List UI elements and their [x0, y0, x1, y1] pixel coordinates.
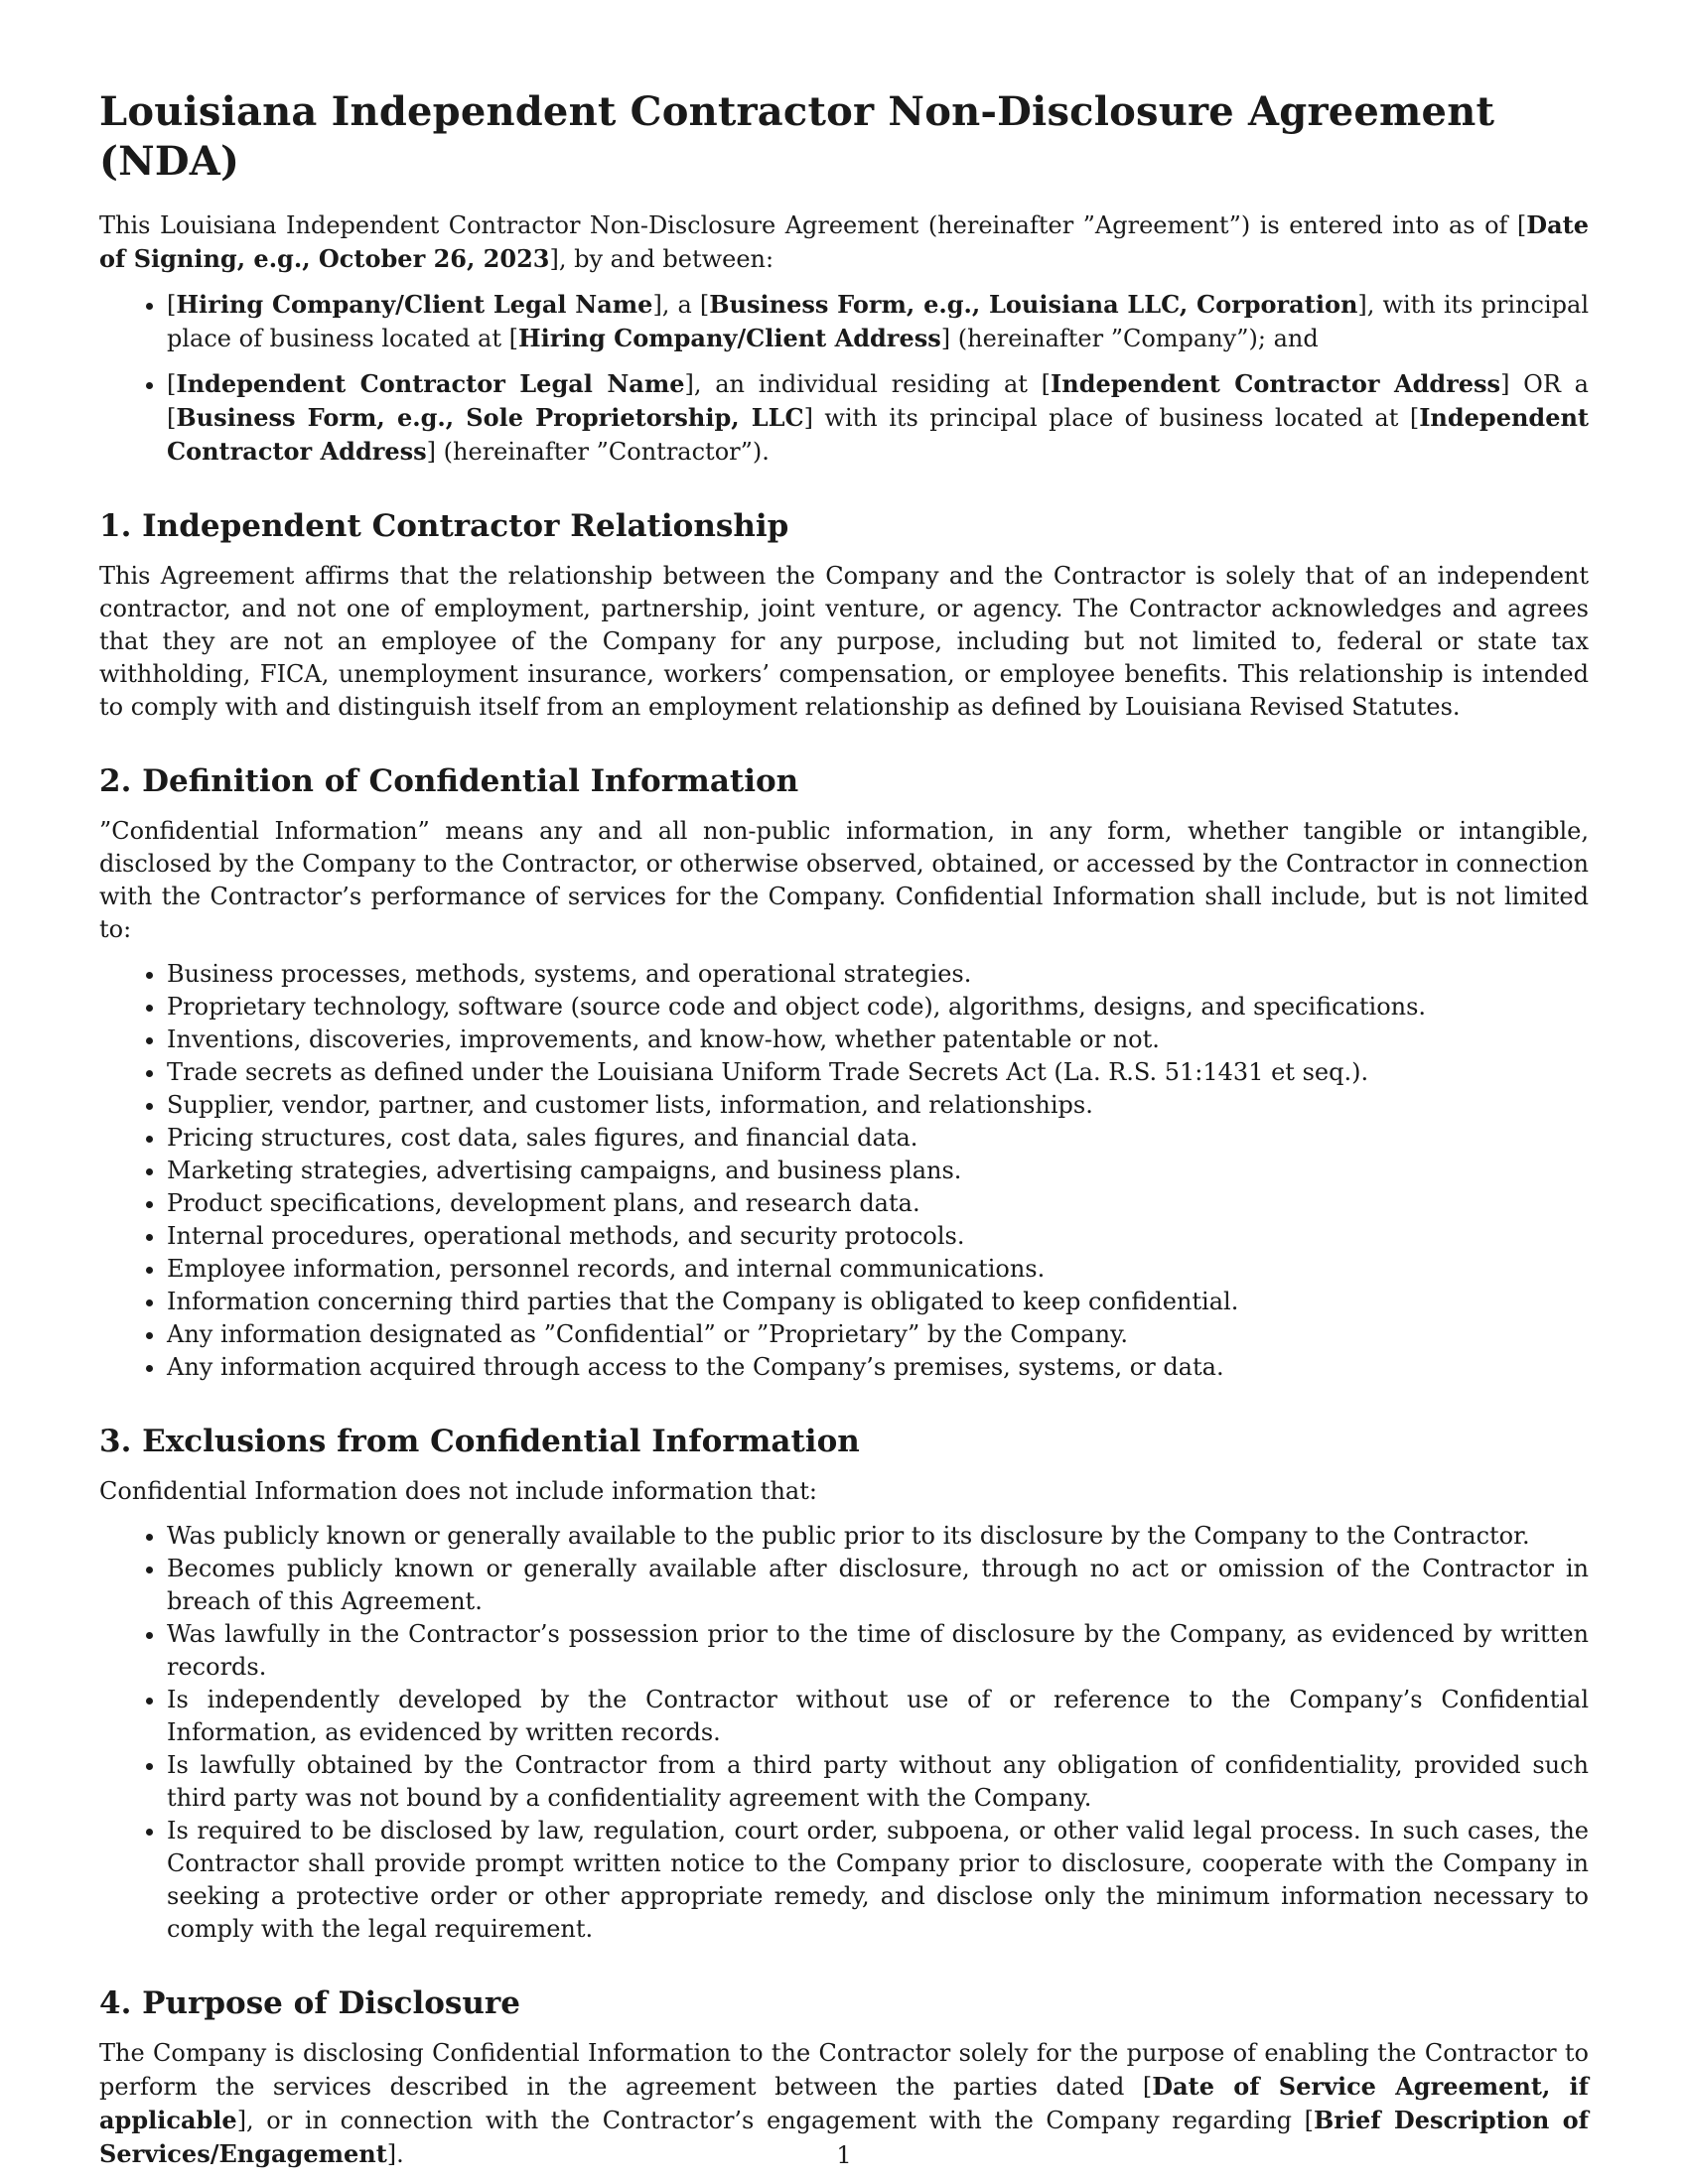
section-4-text: ]. — [386, 2140, 404, 2168]
section-2-heading: 2. Definition of Confidential Information — [99, 763, 799, 799]
list-item: • Trade secrets as defined under the Louisiana Uniform Trade Secrets Act (La. R.S. 51:1431 et seq.). — [167, 1056, 1589, 1089]
parties-list — [99, 288, 1589, 469]
list-item: • Is required to be disclosed by law, regulation, court order, subpoena, or other valid legal process. In such cases, the Contractor shall provide prompt written notice to the Company prior to disclosure, cooperate with the Company in seeking a protective order or other appropriate remedy, and disclose only the minimum information necessary to comply with the legal requirement. — [167, 1815, 1589, 1946]
confidential-info-list — [99, 958, 1589, 1384]
contractor-address-placeholder-2: Independent Contractor Address — [167, 403, 1590, 466]
list-item: • Marketing strategies, advertising campaigns, and business plans. — [167, 1155, 1589, 1187]
signing-date-placeholder: Date of Signing, e.g., October 26, 2023 — [99, 210, 1589, 273]
company-address-placeholder: Hiring Company/Client Address — [517, 324, 941, 352]
section-1-heading: 1. Independent Contractor Relationship — [99, 508, 789, 544]
list-item: • Proprietary technology, software (source code and object code), algorithms, designs, and specifications. — [167, 991, 1589, 1024]
party-text: [ — [167, 370, 177, 398]
list-item: • Is independently developed by the Contractor without use of or reference to the Company’s Confidential Information, as evidenced by written records. — [167, 1684, 1589, 1749]
intro-text-2: ], by and between: — [549, 245, 774, 273]
list-item: • Internal procedures, operational methods, and security protocols. — [167, 1220, 1589, 1253]
party-company — [167, 288, 1589, 355]
list-item: • Business processes, methods, systems, and operational strategies. — [167, 958, 1589, 991]
services-description-placeholder: Brief Description of Services/Engagement — [99, 2106, 1589, 2168]
list-item: • Product specifications, development plans, and research data. — [167, 1187, 1589, 1220]
exclusions-list — [99, 1520, 1589, 1946]
service-date-placeholder: Date of Service Agreement, if applicable — [99, 2072, 1589, 2134]
section-1-body: This Agreement affirms that the relationship between the Company and the Contractor is solely that of an independent contractor, and not one of employment, partnership, joint venture, or agency. The Contractor acknowledges and agrees that they are not an employee of the Company for any purpose, including but not limited to, federal or state tax withholding, FICA, unemployment insurance, workers’ compensation, or employee benefits. This relationship is intended to comply with and distinguish itself from an employment relationship as defined by Louisiana Revised Statutes. — [99, 562, 1589, 721]
list-item: • Any information acquired through access to the Company’s premises, systems, or data. — [167, 1351, 1589, 1384]
party-text: ] (hereinafter ”Contractor”). — [426, 438, 770, 466]
party-text: ], a [ — [652, 291, 710, 319]
company-name-placeholder: Hiring Company/Client Legal Name — [176, 290, 653, 319]
party-text: [ — [167, 291, 177, 319]
party-text: ], with its principal place of business located at [ — [167, 291, 1589, 352]
intro-text-1: This Louisiana Independent Contractor Non-Disclosure Agreement (hereinafter ”Agreement”) is entered into as of [ — [99, 211, 1527, 239]
party-text: ], an individual residing at [ — [684, 370, 1052, 398]
section-3-heading: 3. Exclusions from Confidential Information — [99, 1424, 860, 1459]
contractor-name-placeholder: Independent Contractor Legal Name — [176, 369, 685, 398]
party-contractor — [167, 367, 1589, 469]
list-item: • Was publicly known or generally available to the public prior to its disclosure by the Company to the Contractor. — [167, 1520, 1589, 1553]
list-item: • Becomes publicly known or generally available after disclosure, through no act or omission of the Contractor in breach of this Agreement. — [167, 1553, 1589, 1618]
document-title: Louisiana Independent Contractor Non-Disclosure Agreement (NDA) — [99, 88, 1495, 185]
party-text: ] (hereinafter ”Company”); and — [940, 325, 1319, 352]
section-2-body: ”Confidential Information” means any and all non-public information, in any form, whether tangible or intangible, disclosed by the Company to the Contractor, or otherwise observed, obtained, or accessed by the Contractor in connection with the Contractor’s performance of services for the Company. Confidential Information shall include, but is not limited to: — [99, 817, 1589, 943]
list-item: • Is lawfully obtained by the Contractor from a third party without any obligation of confidentiality, provided such third party was not bound by a confidentiality agreement with the Company. — [167, 1749, 1589, 1815]
list-item: • Was lawfully in the Contractor’s possession prior to the time of disclosure by the Company, as evidenced by written records. — [167, 1618, 1589, 1684]
section-4-heading: 4. Purpose of Disclosure — [99, 1985, 520, 2021]
party-text: ] OR a [ — [167, 370, 1589, 432]
contractor-form-placeholder: Business Form, e.g., Sole Proprietorship, LLC — [176, 403, 804, 432]
list-item: • Pricing structures, cost data, sales figures, and financial data. — [167, 1122, 1589, 1155]
party-text: ] with its principal place of business located at [ — [803, 404, 1420, 432]
page-number: 1 — [836, 2141, 852, 2169]
list-item: • Inventions, discoveries, improvements, and know-how, whether patentable or not. — [167, 1024, 1589, 1056]
section-3-body: Confidential Information does not include information that: — [99, 1477, 817, 1505]
list-item: • Information concerning third parties that the Company is obligated to keep confidential. — [167, 1286, 1589, 1318]
section-4-text: The Company is disclosing Confidential Information to the Contractor solely for the purpose of enabling the Contractor to perform the services described in the agreement between the parties dated [ — [99, 2039, 1589, 2101]
contractor-address-placeholder: Independent Contractor Address — [1051, 369, 1501, 398]
list-item: • Supplier, vendor, partner, and customer lists, information, and relationships. — [167, 1089, 1589, 1122]
intro-paragraph — [99, 208, 1589, 276]
list-item: • Employee information, personnel records, and internal communications. — [167, 1253, 1589, 1286]
company-form-placeholder: Business Form, e.g., Louisiana LLC, Corporation — [709, 290, 1358, 319]
section-4-text: ], or in connection with the Contractor’s engagement with the Company regarding [ — [236, 2107, 1314, 2134]
list-item: • Any information designated as ”Confidential” or ”Proprietary” by the Company. — [167, 1318, 1589, 1351]
